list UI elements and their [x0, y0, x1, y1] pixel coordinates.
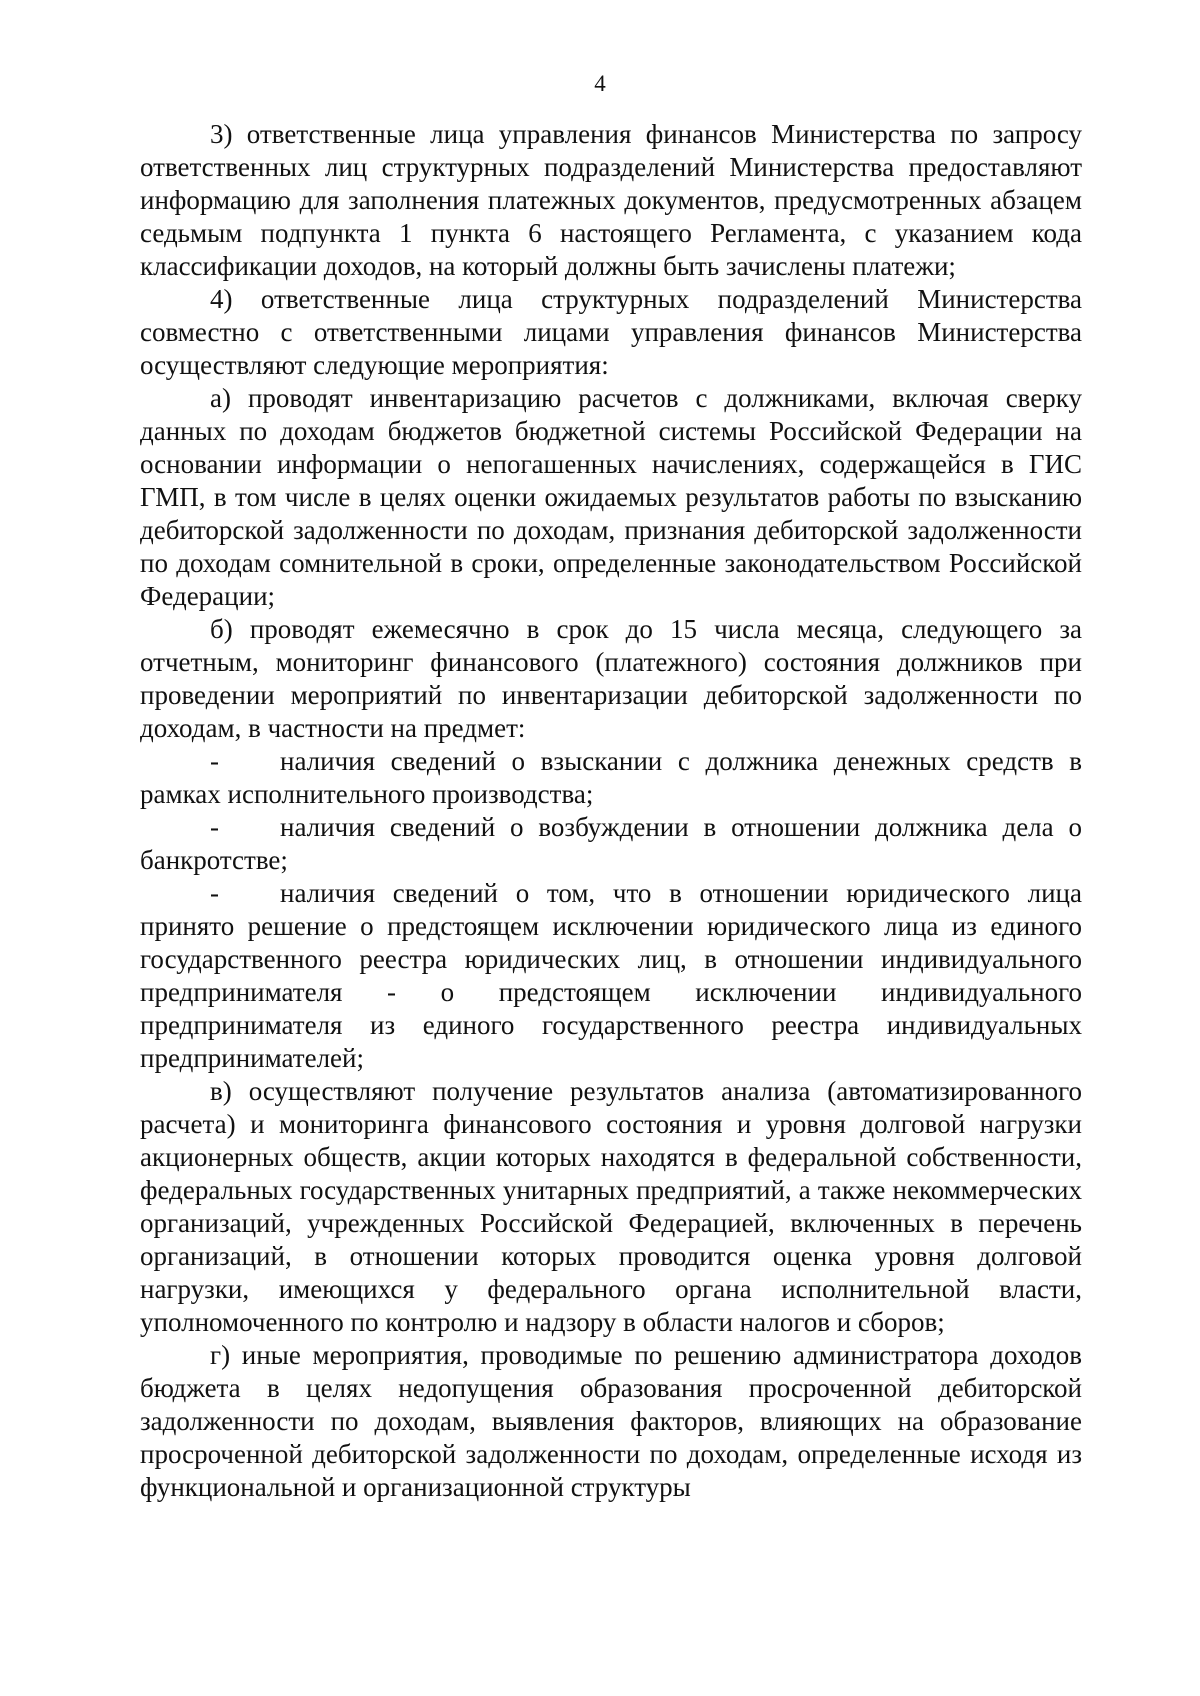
dash-marker: -: [210, 878, 219, 908]
paragraph-subitem-v: в) осуществляют получение результатов анализа (автоматизированного расчета) и мониторинга финансового состояния и уровня долговой нагрузки акционерных обществ, акции которых находятся в федеральной собственности, федеральных государственных унитарных предприятий, а также некоммерческих организаций, учрежденных Российской Федерацией, включенных в перечень организаций, в отношении которых проводится оценка уровня долговой нагрузки, имеющихся у федерального органа исполнительной власти, уполномоченного по контролю и надзору в области налогов и сборов;: [140, 1076, 1082, 1337]
dash-item-1: [140, 745, 1082, 811]
paragraph-item-4: 4) ответственные лица структурных подразделений Министерства совместно с ответственными лицами управления финансов Министерства осуществляют следующие мероприятия:: [140, 284, 1082, 380]
dash-marker: -: [210, 746, 219, 776]
page-number: 4: [594, 71, 606, 96]
document-body: [140, 118, 1082, 1504]
dash-marker: -: [210, 812, 219, 842]
dash-item-2: [140, 811, 1082, 877]
dash-item-3: [140, 877, 1082, 1075]
paragraph-item-3: 3) ответственные лица управления финансов Министерства по запросу ответственных лиц структурных подразделений Министерства предоставляют информацию для заполнения платежных документов, предусмотренных абзацем седьмым подпункта 1 пункта 6 настоящего Регламента, с указанием кода классификации доходов, на который должны быть зачислены платежи;: [140, 119, 1082, 281]
dash-item-text: наличия сведений о взыскании с должника денежных средств в рамках исполнительного производства;: [140, 746, 1082, 809]
dash-item-text: наличия сведений о том, что в отношении юридического лица принято решение о предстоящем исключении юридического лица из единого государственного реестра юридических лиц, в отношении индивидуального предпринимателя - о предстоящем исключении индивидуального предпринимателя из единого государственного реестра индивидуальных предпринимателей;: [140, 878, 1082, 1073]
paragraph-subitem-b: б) проводят ежемесячно в срок до 15 числа месяца, следующего за отчетным, мониторинг финансового (платежного) состояния должников при проведении мероприятий по инвентаризации дебиторской задолженности по доходам, в частности на предмет:: [140, 614, 1082, 743]
paragraph-subitem-g: г) иные мероприятия, проводимые по решению администратора доходов бюджета в целях недопущения образования просроченной дебиторской задолженности по доходам, выявления факторов, влияющих на образование просроченной дебиторской задолженности по доходам, определенные исходя из функциональной и организационной структуры: [140, 1340, 1082, 1502]
paragraph-subitem-a: а) проводят инвентаризацию расчетов с должниками, включая сверку данных по доходам бюджетов бюджетной системы Российской Федерации на основании информации о непогашенных начислениях, содержащейся в ГИС ГМП, в том числе в целях оценки ожидаемых результатов работы по взысканию дебиторской задолженности по доходам, признания дебиторской задолженности по доходам сомнительной в сроки, определенные законодательством Российской Федерации;: [140, 383, 1082, 611]
dash-item-text: наличия сведений о возбуждении в отношении должника дела о банкротстве;: [140, 812, 1082, 875]
